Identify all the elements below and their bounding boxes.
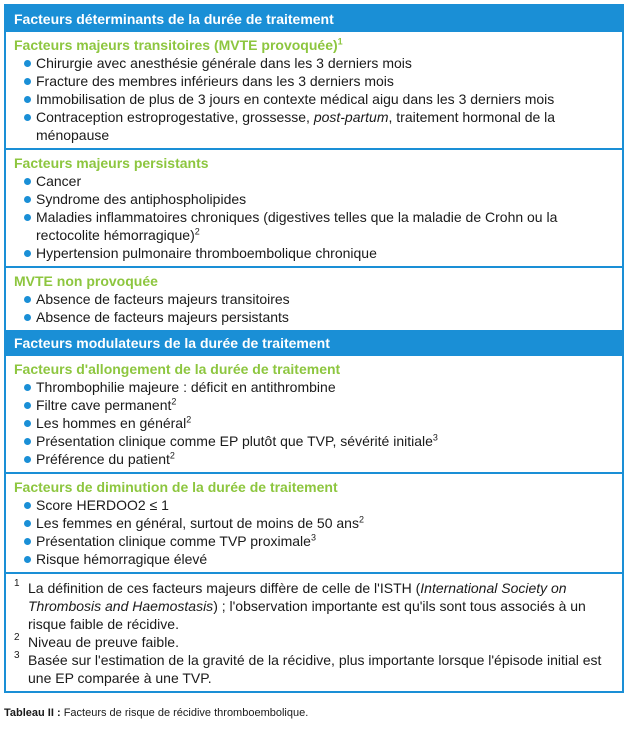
section-title: Facteurs majeurs persistants xyxy=(14,155,209,171)
bullet-icon xyxy=(24,178,31,185)
list-item: Les hommes en général$^2$ xyxy=(36,414,614,432)
list-item: Hypertension pulmonaire thromboembolique chronique xyxy=(36,244,614,262)
section-unprovoked xyxy=(6,266,622,330)
factor-list xyxy=(14,172,614,262)
bullet-icon xyxy=(24,314,31,321)
section-title: Facteurs d'allongement de la durée de traitement xyxy=(14,361,341,377)
risk-factors-table xyxy=(4,4,624,693)
factor-list xyxy=(14,378,614,468)
section-persistent-major-factors xyxy=(6,148,622,266)
footnote-2: 2 Niveau de preuve faible. xyxy=(14,632,179,650)
list-item: Fracture des membres inférieurs dans les 3 derniers mois xyxy=(36,72,614,90)
list-item: Préférence du patient$^2$ xyxy=(36,450,614,468)
section-extension-factors xyxy=(6,356,622,472)
bullet-icon xyxy=(24,114,31,121)
list-item: Score HERDOO2 ≤ 1 xyxy=(36,496,614,514)
list-item: Présentation clinique comme TVP proximale$^3$ xyxy=(36,532,614,550)
bullet-icon xyxy=(24,60,31,67)
footnotes xyxy=(6,572,622,691)
bullet-icon xyxy=(24,402,31,409)
bullet-icon xyxy=(24,520,31,527)
factor-list xyxy=(14,496,614,568)
list-item: Cancer xyxy=(36,172,614,190)
footnote-1: 1 La définition de ces facteurs majeurs diffère de celle de l'ISTH (International Society on Thrombosis and Haemostasis) ; l'observation importante est qu'ils sont tous associés à un risque faible de récidive. xyxy=(14,578,586,632)
list-item: Maladies inflammatoires chroniques (digestives telles que la maladie de Crohn ou la rectocolite hémorragique)$^2$ xyxy=(36,208,614,244)
bullet-icon xyxy=(24,96,31,103)
table-caption: Tableau II : Facteurs de risque de récidive thromboembolique. xyxy=(4,707,309,719)
section-transient-major-factors xyxy=(6,32,622,148)
bullet-icon xyxy=(24,420,31,427)
bullet-icon xyxy=(24,250,31,257)
list-item: Risque hémorragique élevé xyxy=(36,550,614,568)
bullet-icon xyxy=(24,296,31,303)
bullet-icon xyxy=(24,384,31,391)
list-item: Immobilisation de plus de 3 jours en contexte médical aigu dans les 3 derniers mois xyxy=(36,90,614,108)
footnote-3: 3 Basée sur l'estimation de la gravité de la récidive, plus importante lorsque l'épisode initial est une EP comparée à une TVP. xyxy=(14,650,602,686)
list-item: Chirurgie avec anesthésie générale dans les 3 derniers mois xyxy=(36,54,614,72)
section-reduction-factors xyxy=(6,472,622,572)
section-title: Facteurs de diminution de la durée de traitement xyxy=(14,479,338,495)
header-determinants: Facteurs déterminants de la durée de traitement xyxy=(6,6,622,32)
list-item: Les femmes en général, surtout de moins de 50 ans$^2$ xyxy=(36,514,614,532)
bullet-icon xyxy=(24,538,31,545)
factor-list xyxy=(14,290,614,326)
list-item: Filtre cave permanent$^2$ xyxy=(36,396,614,414)
bullet-icon xyxy=(24,214,31,221)
bullet-icon xyxy=(24,196,31,203)
list-item: Absence de facteurs majeurs persistants xyxy=(36,308,614,326)
header-modulators: Facteurs modulateurs de la durée de traitement xyxy=(6,330,622,356)
list-item: Absence de facteurs majeurs transitoires xyxy=(36,290,614,308)
bullet-icon xyxy=(24,556,31,563)
bullet-icon xyxy=(24,502,31,509)
bullet-icon xyxy=(24,438,31,445)
bullet-icon xyxy=(24,78,31,85)
section-title: MVTE non provoquée xyxy=(14,273,158,289)
list-item: Contraception estroprogestative, grossesse, post-partum, traitement hormonal de la ménopause xyxy=(36,108,614,144)
bullet-icon xyxy=(24,456,31,463)
list-item: Syndrome des antiphospholipides xyxy=(36,190,614,208)
list-item: Présentation clinique comme EP plutôt que TVP, sévérité initiale$^3$ xyxy=(36,432,614,450)
factor-list xyxy=(14,54,614,144)
list-item: Thrombophilie majeure : déficit en antithrombine xyxy=(36,378,614,396)
section-title: Facteurs majeurs transitoires (MVTE provoquée)$^1$ xyxy=(14,36,343,53)
